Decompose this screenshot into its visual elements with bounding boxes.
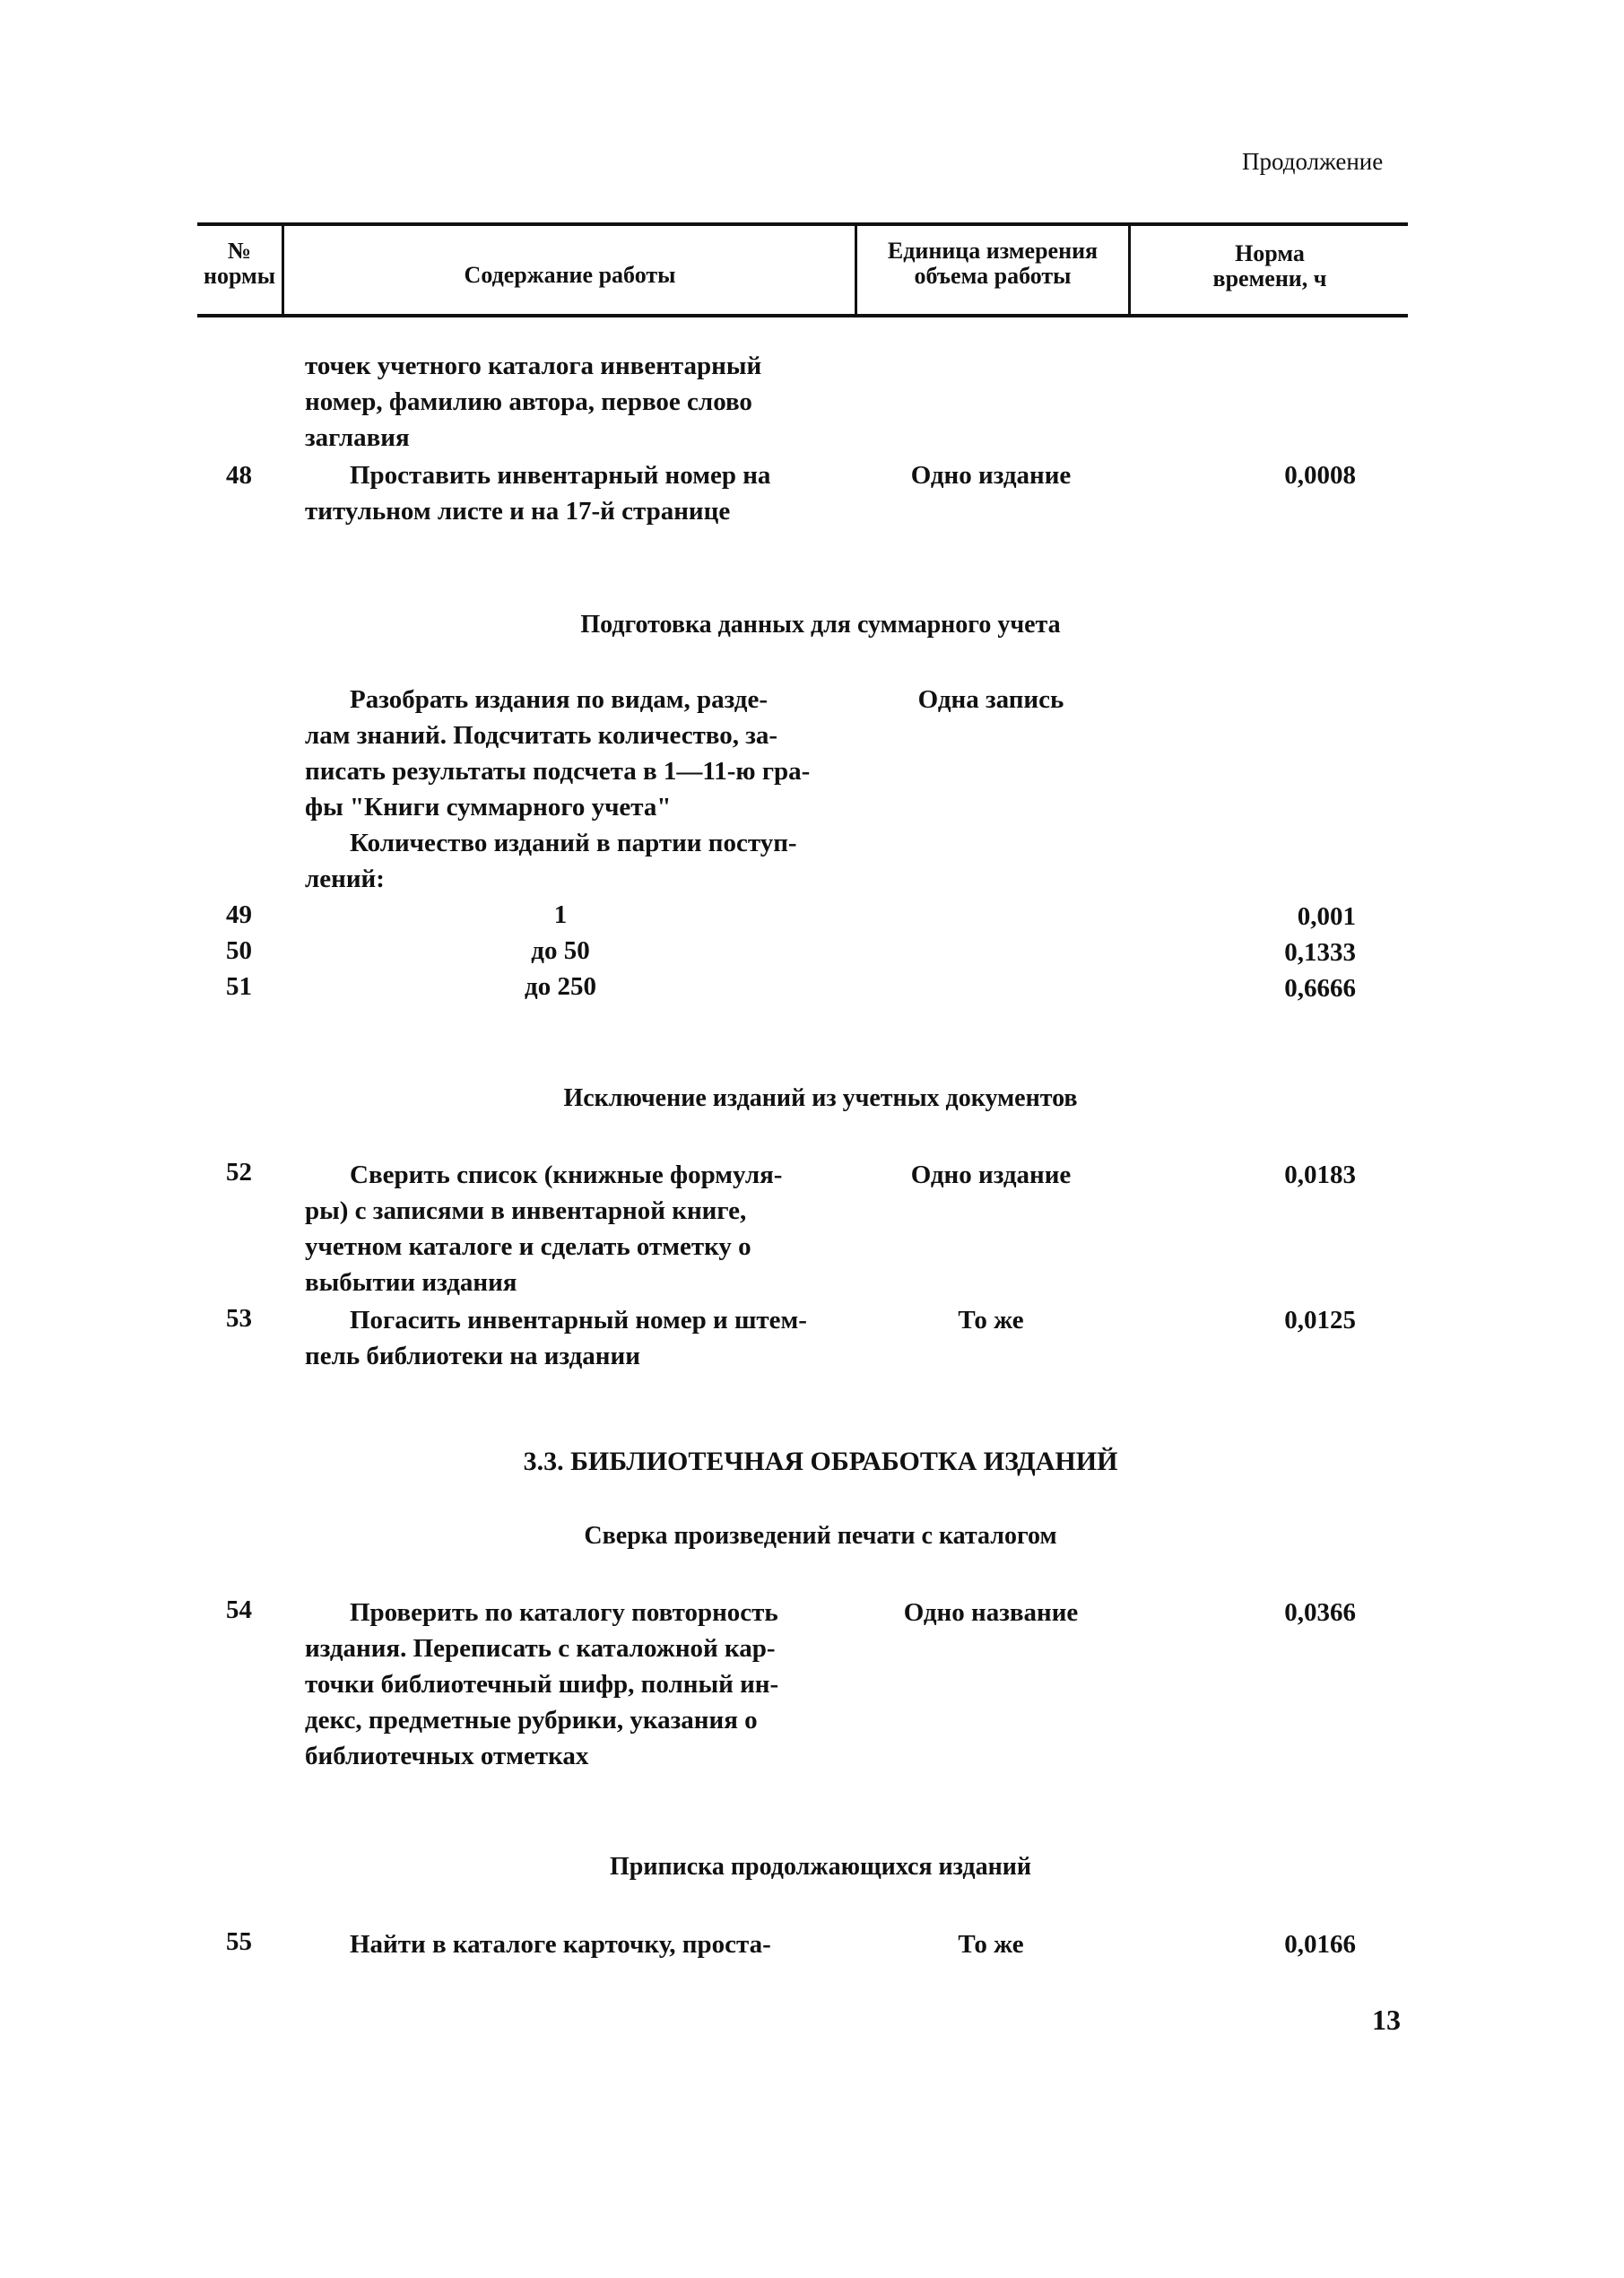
content-line: Проверить по каталогу повторность [350,1598,778,1627]
content-line: титульном листе и на 17-й странице [305,497,731,526]
content-line: лений: [305,865,385,893]
content-line: издания. Переписать с каталожной кар- [305,1634,776,1663]
head-norm-line2: времени, ч [1212,265,1327,291]
chapter-title: 3.3. БИБЛИОТЕЧНАЯ ОБРАБОТКА ИЗДАНИЙ [523,1447,1118,1476]
norm-cell: 0,0183 [1284,1161,1356,1189]
row-number: 52 [226,1158,252,1187]
head-unit-line1: Единица измерения [887,238,1099,264]
col-divider-3 [1128,224,1131,314]
row-number: 53 [226,1304,252,1333]
col-divider-2 [855,224,857,314]
page-number: 13 [1372,2004,1401,2036]
content-line: номер, фамилию автора, первое слово [305,387,752,416]
content-line: фы "Книги суммарного учета" [305,793,672,822]
quantity-label: до 50 [531,936,590,965]
row-number: 51 [226,972,252,1001]
content-line: ры) с записями в инвентарной книге, [305,1196,747,1225]
content-line: Разобрать издания по видам, разде- [350,685,768,714]
row-number: 50 [226,936,252,965]
head-num-line1: № [227,238,252,264]
content-line: Проставить инвентарный номер на [350,461,771,490]
norm-cell: 0,0166 [1284,1930,1356,1959]
continuation-label: Продолжение [1242,148,1384,175]
content-line: Погасить инвентарный номер и штем- [350,1306,807,1335]
norm-cell: 0,0008 [1284,461,1356,490]
row-number: 49 [226,900,252,929]
norm-cell: 0,001 [1297,902,1356,931]
unit-cell: Одно название [903,1598,1079,1627]
content-line: выбытии издания [305,1268,517,1297]
quantity-label: до 250 [525,972,596,1001]
section-title: Сверка произведений печати с каталогом [584,1522,1057,1550]
norm-cell: 0,1333 [1284,938,1356,967]
head-unit-line2: объема работы [914,263,1072,289]
table-head-bottom-rule [197,314,1408,317]
unit-cell: Одно издание [910,1161,1072,1189]
unit-cell: Одно издание [910,461,1072,490]
head-num-line2: нормы [203,263,276,289]
norm-cell: 0,6666 [1284,974,1356,1003]
section-title: Приписка продолжающихся изданий [610,1853,1031,1881]
col-divider-1 [282,224,284,314]
content-line: Найти в каталоге карточку, проста- [350,1930,771,1959]
content-line: Сверить список (книжные формуля- [350,1161,783,1189]
content-line: библиотечных отметках [305,1742,589,1770]
unit-cell: То же [958,1306,1024,1335]
content-line: лам знаний. Подсчитать количество, за- [305,721,778,750]
content-line: пель библиотеки на издании [305,1342,640,1370]
row-number: 55 [226,1927,252,1956]
section-title: Подготовка данных для суммарного учета [580,611,1061,639]
row-number: 54 [226,1595,252,1624]
head-content: Содержание работы [464,262,676,288]
content-line: точек учетного каталога инвентарный [305,352,762,380]
unit-cell: То же [958,1930,1024,1959]
unit-cell: Одна запись [917,685,1064,714]
content-line: писать результаты подсчета в 1—11-ю гра- [305,757,811,786]
row-number: 48 [226,461,252,490]
content-line: точки библиотечный шифр, полный ин- [305,1670,779,1699]
content-line: декс, предметные рубрики, указания о [305,1706,758,1735]
content-line: учетном каталоге и сделать отметку о [305,1232,751,1261]
quantity-label: 1 [553,900,568,929]
norm-cell: 0,0366 [1284,1598,1356,1627]
content-line: заглавия [305,423,410,452]
table-top-rule [197,222,1408,226]
norm-cell: 0,0125 [1284,1306,1356,1335]
content-line: Количество изданий в партии поступ- [350,829,797,857]
head-norm-line1: Норма [1235,240,1305,266]
section-title: Исключение изданий из учетных документов [563,1084,1078,1112]
